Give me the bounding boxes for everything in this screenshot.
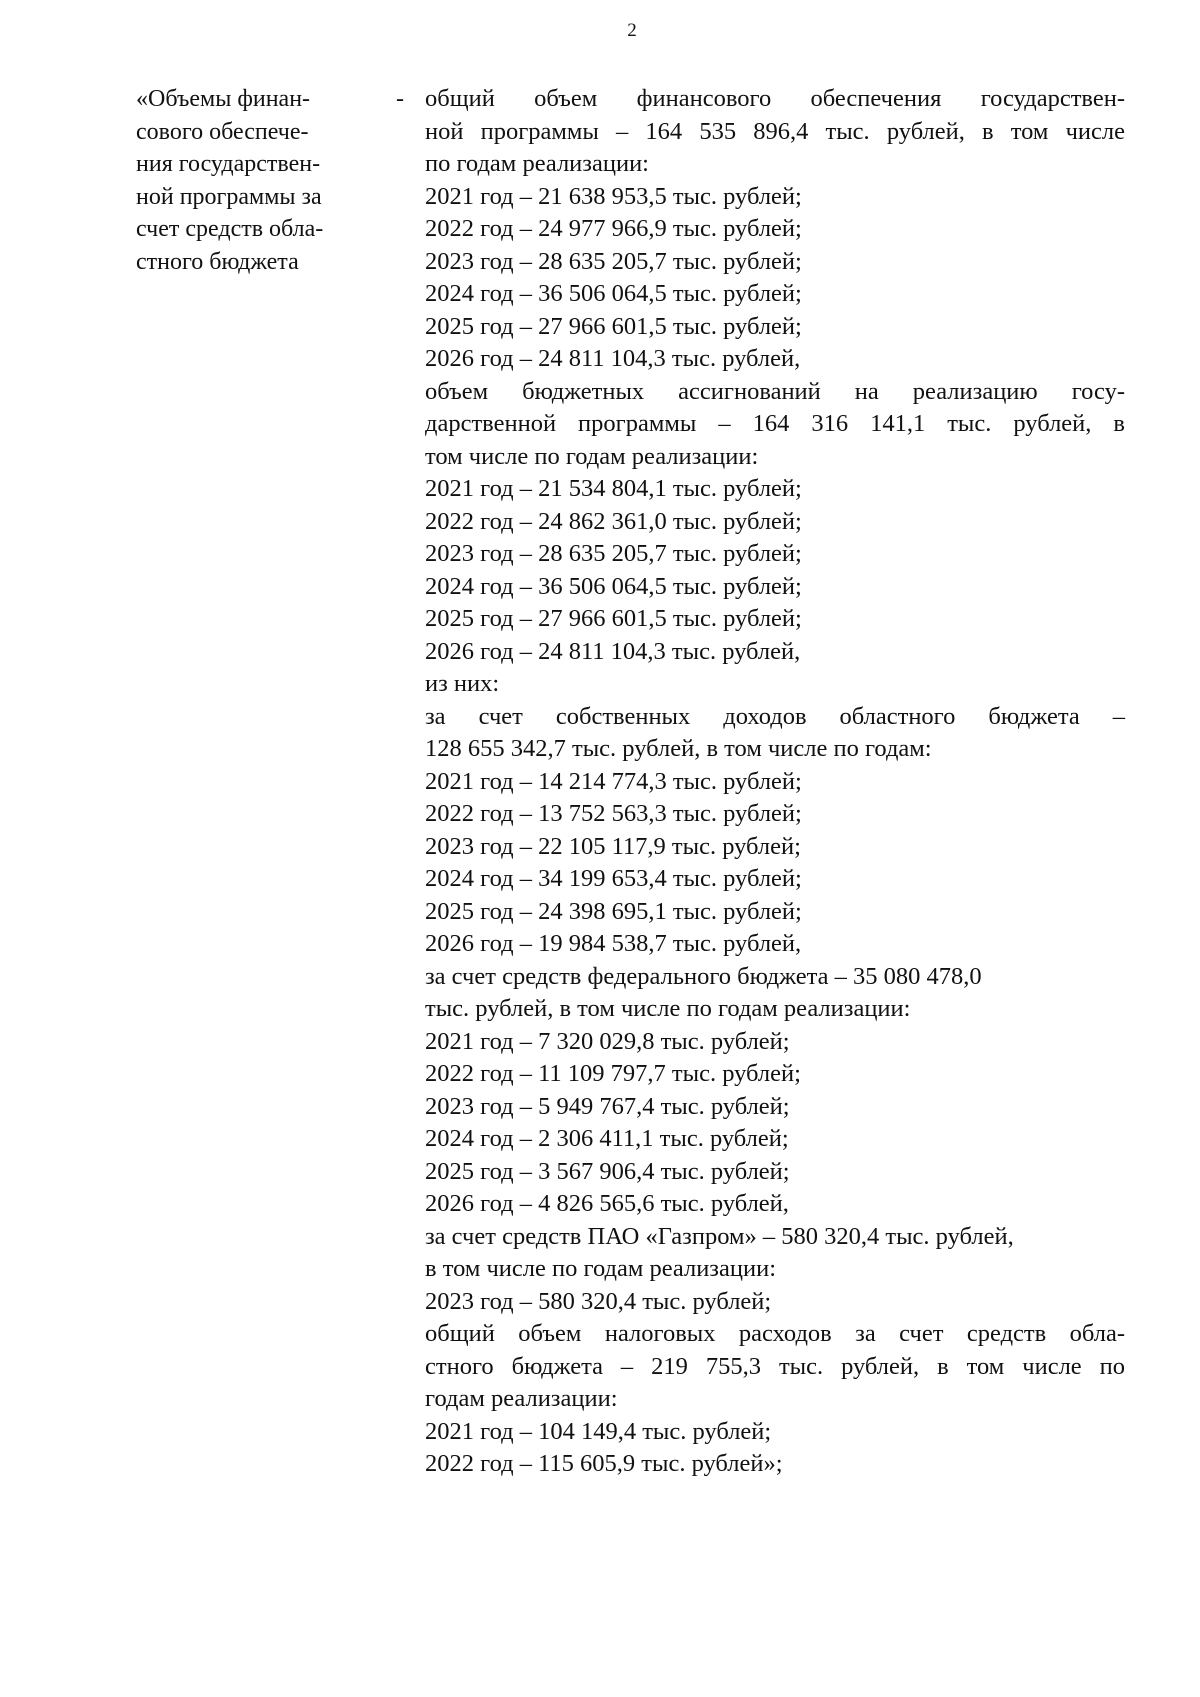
- label-line: сового обеспече-: [136, 118, 309, 145]
- value-line: 2026 год – 24 811 104,3 тыс. рублей,: [425, 637, 801, 665]
- value-line: 2021 год – 21 534 804,1 тыс. рублей;: [425, 475, 802, 502]
- value-line: годам реализации:: [425, 1385, 618, 1412]
- value-line: 2023 год – 28 635 205,7 тыс. рублей;: [425, 540, 802, 567]
- value-line: 2023 год – 28 635 205,7 тыс. рублей;: [425, 247, 802, 275]
- value-line: том числе по годам реализации:: [425, 442, 759, 470]
- value-line: за счет средств ПАО «Газпром» – 580 320,4 тыс. рублей,: [425, 1222, 1014, 1250]
- passport-field-label: [136, 83, 386, 278]
- passport-field-value: [425, 83, 1125, 1481]
- value-line: из них:: [425, 670, 500, 697]
- value-line: тыс. рублей, в том числе по годам реализации:: [425, 995, 911, 1022]
- value-line: 2022 год – 11 109 797,7 тыс. рублей;: [425, 1060, 801, 1087]
- label-line: счет средств обла-: [136, 216, 324, 242]
- value-line: 2021 год – 14 214 774,3 тыс. рублей;: [425, 767, 802, 795]
- value-line: 2021 год – 104 149,4 тыс. рублей;: [425, 1417, 772, 1445]
- value-line: 2024 год – 2 306 411,1 тыс. рублей;: [425, 1125, 789, 1152]
- value-line: за счет собственных доходов областного бюджета –: [425, 702, 1125, 730]
- value-line: ной программы – 164 535 896,4 тыс. рублей, в том числе: [425, 117, 1125, 145]
- value-line: 2023 год – 580 320,4 тыс. рублей;: [425, 1287, 772, 1315]
- value-line: 2025 год – 27 966 601,5 тыс. рублей;: [425, 605, 802, 632]
- label-line: ной программы за: [136, 183, 322, 210]
- label-line: стного бюджета: [136, 248, 299, 275]
- value-line: стного бюджета – 219 755,3 тыс. рублей, в том числе по: [425, 1352, 1125, 1380]
- value-line: 2026 год – 4 826 565,6 тыс. рублей,: [425, 1190, 789, 1217]
- value-line: 2026 год – 24 811 104,3 тыс. рублей,: [425, 345, 801, 372]
- page-number: 2: [627, 20, 637, 41]
- value-line: 2025 год – 27 966 601,5 тыс. рублей;: [425, 312, 802, 340]
- value-line: 2026 год – 19 984 538,7 тыс. рублей,: [425, 930, 802, 957]
- value-line: 2022 год – 13 752 563,3 тыс. рублей;: [425, 800, 802, 827]
- value-line: 2023 год – 5 949 767,4 тыс. рублей;: [425, 1092, 790, 1120]
- value-line: 2021 год – 21 638 953,5 тыс. рублей;: [425, 182, 802, 210]
- column-separator-dash: -: [396, 86, 404, 112]
- value-line: по годам реализации:: [425, 150, 649, 177]
- value-line: дарственной программы – 164 316 141,1 тыс. рублей, в: [425, 410, 1125, 437]
- value-line: за счет средств федерального бюджета – 35 080 478,0: [425, 962, 982, 990]
- value-line: 128 655 342,7 тыс. рублей, в том числе по годам:: [425, 735, 932, 762]
- value-line: 2022 год – 24 977 966,9 тыс. рублей;: [425, 215, 802, 242]
- value-line: общий объем налоговых расходов за счет средств обла-: [425, 1320, 1125, 1347]
- value-line: 2025 год – 3 567 906,4 тыс. рублей;: [425, 1157, 790, 1185]
- value-line: объем бюджетных ассигнований на реализацию госу-: [425, 377, 1125, 405]
- value-line: общий объем финансового обеспечения государствен-: [425, 85, 1125, 112]
- value-line: 2024 год – 34 199 653,4 тыс. рублей;: [425, 865, 802, 892]
- label-line: «Объемы финан-: [136, 86, 311, 112]
- value-line: 2023 год – 22 105 117,9 тыс. рублей;: [425, 832, 801, 860]
- value-line: в том числе по годам реализации:: [425, 1255, 777, 1282]
- value-line: 2024 год – 36 506 064,5 тыс. рублей;: [425, 572, 802, 600]
- value-line: 2022 год – 115 605,9 тыс. рублей»;: [425, 1450, 783, 1477]
- label-line: ния государствен-: [136, 151, 321, 177]
- value-line: 2024 год – 36 506 064,5 тыс. рублей;: [425, 280, 802, 307]
- value-line: 2025 год – 24 398 695,1 тыс. рублей;: [425, 897, 802, 925]
- value-line: 2021 год – 7 320 029,8 тыс. рублей;: [425, 1027, 790, 1055]
- value-line: 2022 год – 24 862 361,0 тыс. рублей;: [425, 507, 802, 535]
